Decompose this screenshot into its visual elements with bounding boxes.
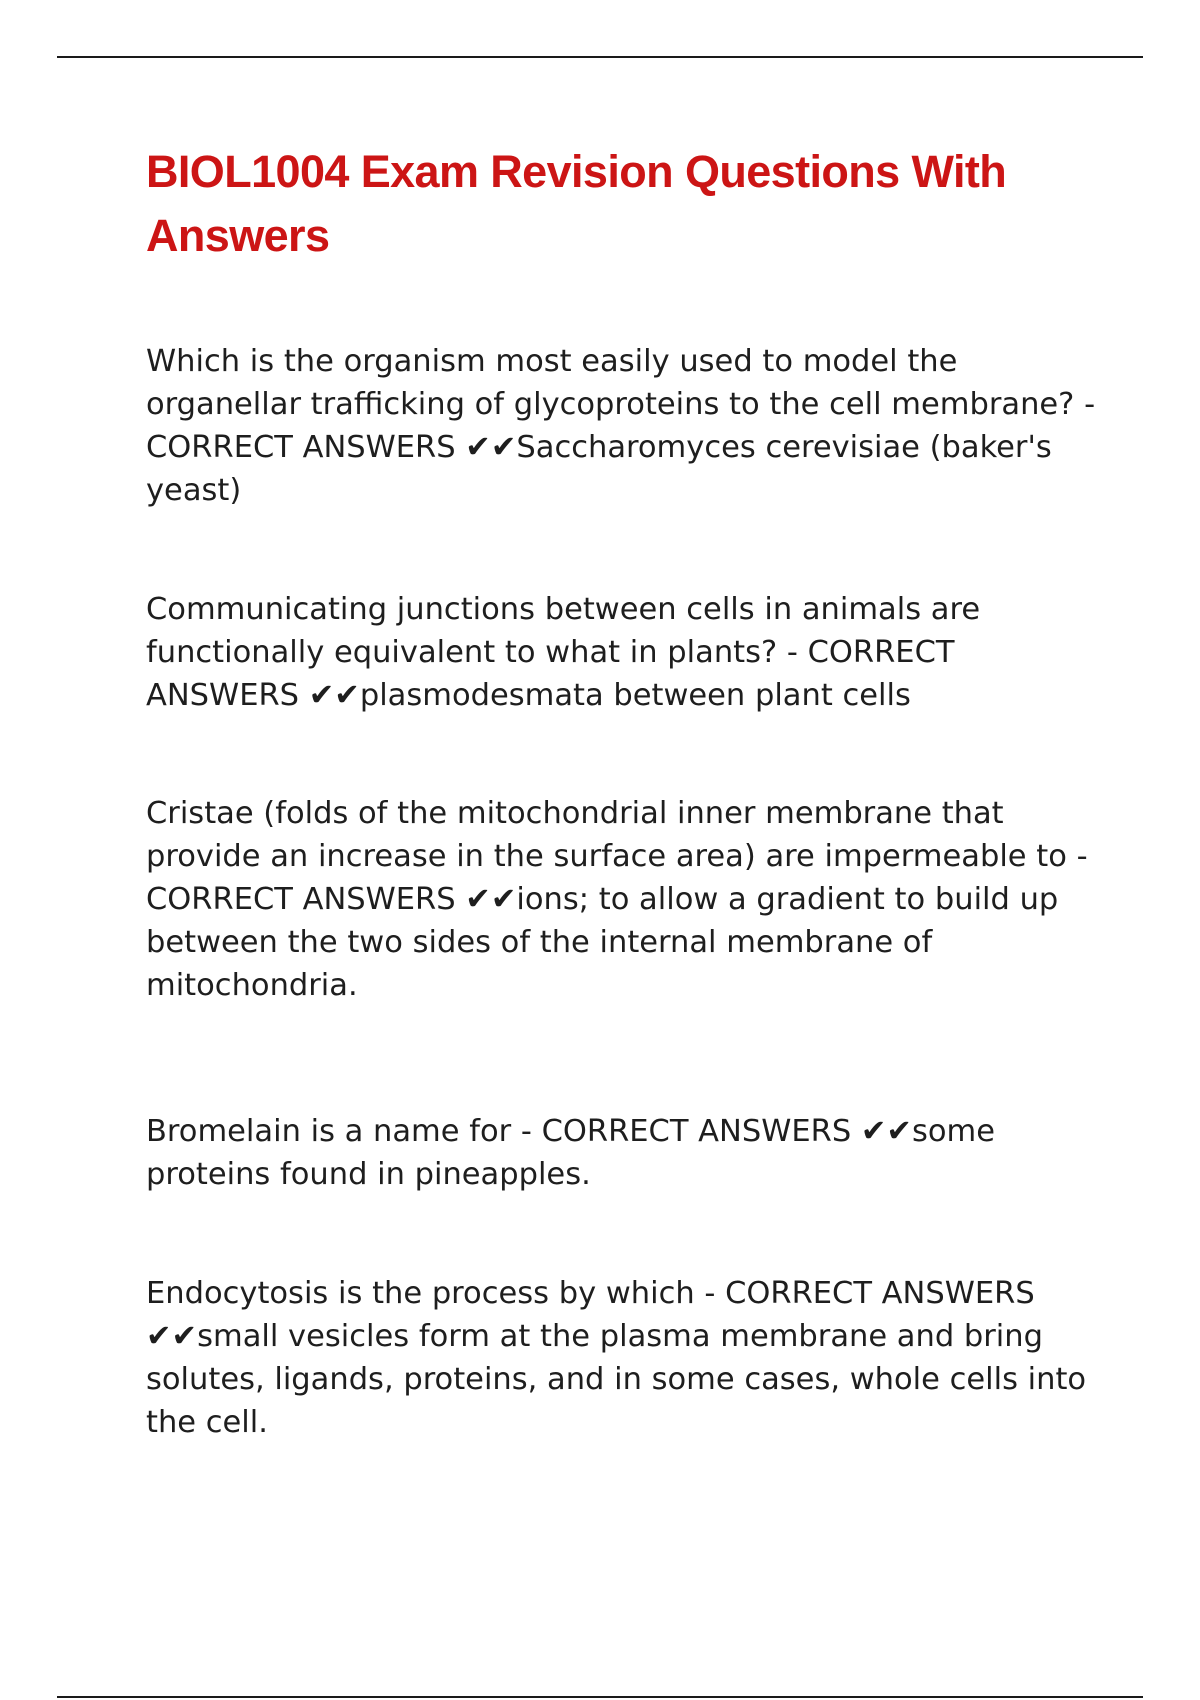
header-rule — [57, 56, 1143, 58]
answer-marker: - CORRECT ANSWERS ✔✔ — [520, 1114, 912, 1149]
qa-item-2 — [146, 588, 1106, 717]
answer-marker: - CORRECT ANSWERS ✔✔ — [146, 635, 955, 713]
document-title: BIOL1004 Exam Revision Questions With Answers — [146, 146, 1007, 261]
footer-rule — [57, 1696, 1143, 1698]
answer-text: Saccharomyces cerevisiae (baker's yeast) — [146, 430, 1052, 508]
question-text: Communicating junctions between cells in animals are functionally equivalent to what in plants? — [146, 592, 981, 670]
answer-text: ions; to allow a gradient to build up between the two sides of the internal membrane of mitochondria. — [146, 882, 1059, 1003]
qa-item-3 — [146, 792, 1106, 1007]
question-text: Which is the organism most easily used to model the organellar trafficking of glycoproteins to the cell membrane? — [146, 344, 1075, 422]
answer-marker: - CORRECT ANSWERS ✔✔ — [146, 387, 1096, 465]
answer-marker: - CORRECT ANSWERS ✔✔ — [146, 839, 1088, 917]
answer-text: small vesicles form at the plasma membrane and bring solutes, ligands, proteins, and in some cases, whole cells into the cell. — [146, 1319, 1087, 1440]
question-text: Endocytosis is the process by which — [146, 1276, 695, 1311]
qa-item-5 — [146, 1272, 1106, 1444]
answer-text: plasmodesmata between plant cells — [359, 678, 911, 713]
qa-item-4 — [146, 1110, 1106, 1196]
qa-item-1 — [146, 340, 1106, 512]
question-text: Cristae (folds of the mitochondrial inner membrane that provide an increase in the surface area) are impermeable to — [146, 796, 1067, 874]
answer-text: some proteins found in pineapples. — [146, 1114, 996, 1192]
question-text: Bromelain is a name for — [146, 1114, 512, 1149]
answer-marker: - CORRECT ANSWERS ✔✔ — [146, 1276, 1035, 1354]
